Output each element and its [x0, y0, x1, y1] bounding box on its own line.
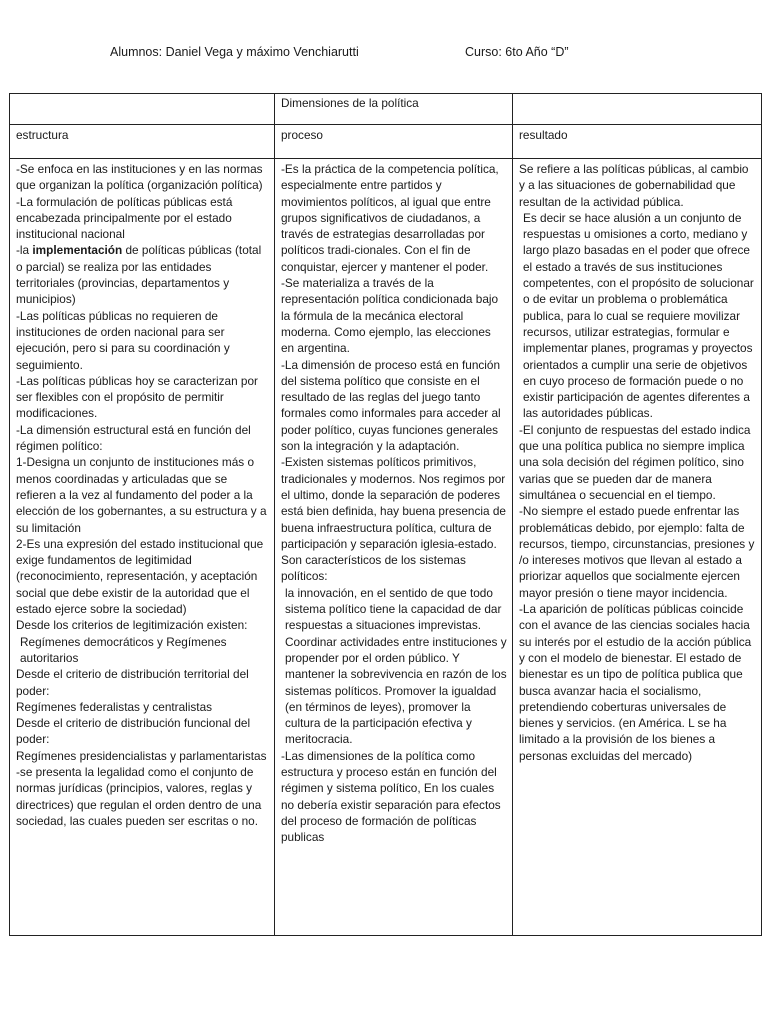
estructura-paragraph: -La formulación de políticas públicas está encabezada principalmente por el estado institucional nacional: [16, 194, 233, 242]
resultado-paragraph: Es decir se hace alusión a un conjunto de respuestas u omisiones a corto, mediano y largo plazo basadas en el poder que ofrece el estado a través de sus instituciones competentes, con el propósito de solucionar o de evitar un problema o problemática publica, para lo cual se requiere movilizar recursos, utilizar estrategias, formular e implementar planes, programas y proyectos orientados a cumplir una serie de objetivos en cuyo proceso de formación puede o no existir participación de agentes diferentes a las autoridades públicas.: [523, 210, 754, 421]
resultado-paragraph: -El conjunto de respuestas del estado indica que una política publica no siempre implica una sola decisión del régimen político, sino varias que se pueden dar de manera simultánea o secuencial en el tiempo.: [519, 422, 751, 502]
proceso-paragraph: Son característicos de los sistemas políticos:: [281, 553, 466, 584]
estructura-paragraph: 1-Designa un conjunto de instituciones más o menos coordinadas y articuladas que se refieren a la vez al fundamento del poder a la elección de los gobernantes, a su estructura y a su limitación: [16, 455, 267, 535]
estructura-paragraph: -se presenta la legalidad como el conjunto de normas jurídicas (principios, valores, reglas y directrices) que regulan el orden dentro de una sociedad, las cuales pueden ser escritas o no.: [16, 764, 262, 828]
empty-cell: [10, 94, 275, 125]
paragraph-text: -la: [16, 243, 33, 258]
course-line: Curso: 6to Año “D”: [465, 45, 569, 59]
emphasized-term: implementación: [32, 243, 123, 258]
column-header-estructura: estructura: [10, 125, 275, 159]
resultado-cell: [513, 159, 762, 936]
students-line: Alumnos: Daniel Vega y máximo Venchiarutti: [110, 45, 359, 59]
table-title-row: [10, 94, 762, 125]
estructura-paragraph: Desde los criterios de legitimización existen:: [16, 618, 248, 633]
estructura-paragraph: Regímenes democráticos y Regímenes autoritarios: [20, 634, 227, 665]
estructura-paragraph: Regímenes federalistas y centralistas: [16, 699, 213, 714]
column-header-resultado: resultado: [513, 125, 762, 159]
table-header-row: [10, 125, 762, 159]
proceso-paragraph: -La dimensión de proceso está en función del sistema político que consiste en el resultado de las reglas del juego tanto formales como informales para acceder al poder político, cuyas funciones generales son la integración y la adaptación.: [281, 357, 501, 454]
resultado-paragraph: Se refiere a las políticas públicas, al cambio y a las situaciones de gobernabilidad que resultan de la actividad pública.: [519, 162, 749, 209]
estructura-cell: [10, 159, 275, 936]
estructura-paragraph: 2-Es una expresión del estado institucional que exige fundamentos de legitimidad (reconocimiento, representación, y aceptación social que debe existir de la autoridad que el estado ejerce sobre la sociedad): [16, 536, 264, 617]
estructura-paragraph: -La dimensión estructural está en función del régimen político:: [16, 422, 251, 454]
column-header-proceso: proceso: [275, 125, 513, 159]
proceso-paragraph: -Es la práctica de la competencia política, especialmente entre partidos y movimientos políticos, al igual que entre grupos significativos de ciudadanos, a través de estrategias desarrolladas por políticos tradi-cionales. Con el fin de conquistar, ejercer y mantener el poder.: [281, 162, 499, 274]
estructura-paragraph: Regímenes presidencialistas y parlamentaristas: [16, 748, 267, 763]
resultado-paragraph: -No siempre el estado puede enfrentar las problemáticas debido, por ejemplo: falta de recursos, tiempo, circunstancias, presiones y /o intereses motivos que llevan al estado a priorizar aquellos que socialmente ejercen mayor presión o tiene mayor incidencia.: [519, 504, 755, 600]
estructura-paragraph: -Se enfoca en las instituciones y en las normas que organizan la política (organización política): [16, 162, 263, 193]
table-body-row: [10, 159, 762, 936]
proceso-paragraph: -Existen sistemas políticos primitivos, tradicionales y modernos. Nos regimos por el ultimo, donde la separación de poderes está bien definida, hay buena presencia de buena infraestructura política, cultura de participación y separación iglesia-estado.: [281, 455, 506, 551]
estructura-paragraph: -Las políticas públicas hoy se caracterizan por ser flexibles con el propósito de permitir modificaciones.: [16, 373, 258, 421]
estructura-paragraph: Desde el criterio de distribución territorial del poder:: [16, 667, 249, 698]
empty-cell: [513, 94, 762, 125]
estructura-paragraph: [16, 242, 269, 307]
dimensions-table: [9, 93, 762, 936]
proceso-paragraph: -Se materializa a través de la representación política condicionada bajo la fórmula de la mecánica electoral moderna. Como ejemplo, las elecciones en argentina.: [281, 276, 499, 356]
proceso-cell: [275, 159, 513, 936]
estructura-paragraph: Desde el criterio de distribución funcional del poder:: [16, 716, 251, 747]
estructura-paragraph: -Las políticas públicas no requieren de instituciones de orden nacional para ser ejecución, pero si para su coordinación y seguimiento.: [16, 308, 230, 372]
proceso-paragraph: -Las dimensiones de la política como estructura y proceso están en función del régimen y sistema político, En los cuales no debería existir separación para efectos del proceso de formación de políticas publicas: [281, 748, 501, 845]
resultado-paragraph: -La aparición de políticas públicas coincide con el avance de las ciencias sociales hacia su interés por el estudio de la acción pública y con el modelo de bienestar. El estado de bienestar es un tipo de política publica que busca avanzar hacia el socialismo, pretendiendo coberturas universales de bienes y servicios. (en América. L se ha limitado a la provisión de los bienes a personas excluidas del mercado): [519, 602, 752, 763]
table-title: Dimensiones de la política: [275, 94, 513, 125]
document-header: [110, 44, 569, 60]
paragraph-text: de políticas públicas (total o parcial) se realiza por las entidades territoriales (provincias, departamentos y municipios): [16, 243, 262, 307]
proceso-paragraph: la innovación, en el sentido de que todo sistema político tiene la capacidad de dar respuestas a situaciones imprevistas. Coordinar actividades entre instituciones y propender por el orden público. Y mantener la sobrevivencia en razón de los sistemas políticos. Promover la igualdad (en términos de leyes), promover la cultura de la participación efectiva y meritocracia.: [285, 585, 507, 747]
